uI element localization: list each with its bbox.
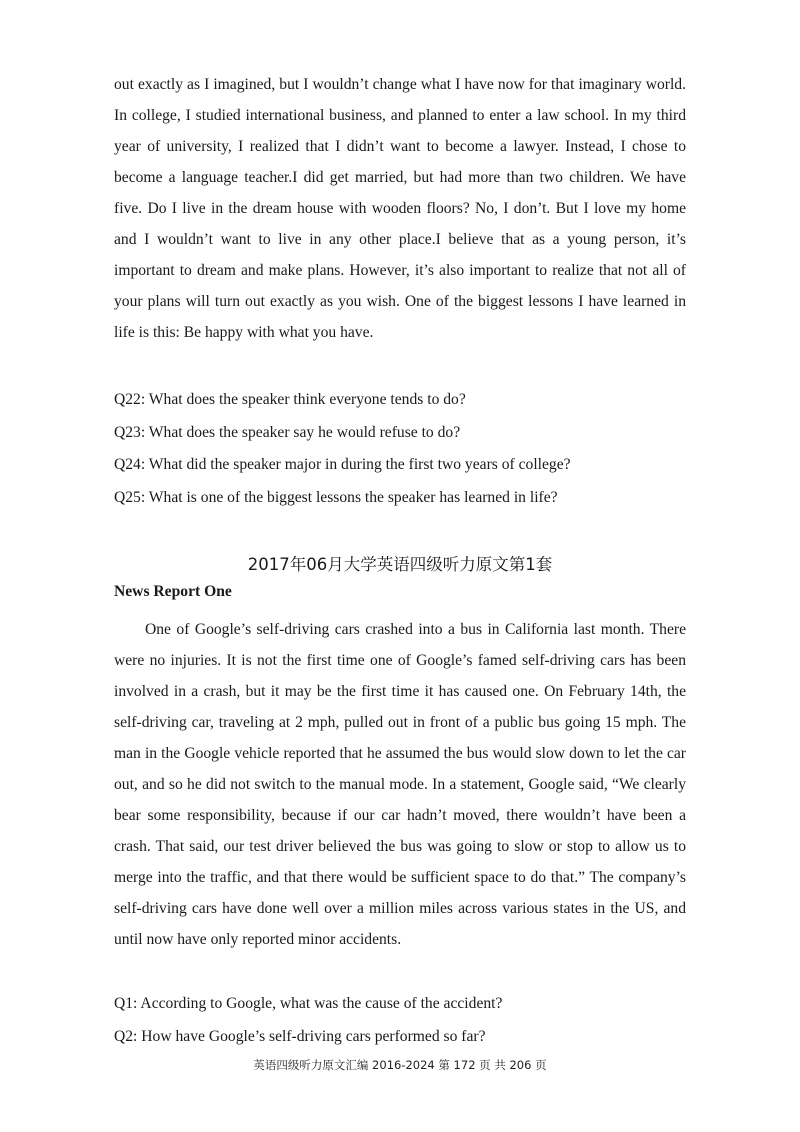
question-list-second [114, 988, 686, 1053]
question-item: Q22: What does the speaker think everyone tends to do? [114, 391, 466, 408]
section-title: 2017年06月大学英语四级听力原文第1套 [247, 555, 553, 574]
news-paragraph: One of Google’s self-driving cars crashed into a bus in California last month. There were no injuries. It is not the first time one of Google’s famed self-driving cars has been involved in a crash, but it may be the first time it has caused one. On February 14th, the self-driving car, traveling at 2 mph, pulled out in front of a public bus going 15 mph. The man in the Google vehicle reported that he assumed the bus would slow down to let the car out, and so he did not switch to the manual mode. In a statement, Google said, “We clearly bear some responsibility, because if our car hadn’t moved, there wouldn’t have been a crash. That said, our test driver believed the bus was going to slow or stop to allow us to merge into the traffic, and that there would be sufficient space to do that.” The company’s self-driving cars have done well over a million miles across various states in the US, and until now have only reported minor accidents. [114, 621, 686, 948]
question-item: Q1: According to Google, what was the cause of the accident? [114, 995, 503, 1012]
question-list-first [114, 384, 686, 514]
news-report-body [114, 614, 686, 955]
page-footer: 英语四级听力原文汇编 2016-2024 第 172 页 共 206 页 [253, 1058, 547, 1072]
question-item: Q25: What is one of the biggest lessons the speaker has learned in life? [114, 488, 558, 506]
question-item: Q23: What does the speaker say he would refuse to do? [114, 423, 461, 441]
question-item: Q2: How have Google’s self-driving cars performed so far? [114, 1027, 486, 1045]
news-report-heading: News Report One [114, 583, 232, 600]
passage-paragraph: out exactly as I imagined, but I wouldn’t change what I have now for that imaginary world. In college, I studied international business, and planned to enter a law school. In my third year of university, I realized that I didn’t want to become a lawyer. Instead, I chose to become a language teacher.I did get married, but had more than two children. We have five. Do I live in the dream house with wooden floors? No, I don’t. But I love my home and I wouldn’t want to live in any other place.I believe that as a young person, it’s important to dream and make plans. However, it’s also important to realize that not all of your plans will turn out exactly as you wish. One of the biggest lessons I have learned in life is this: Be happy with what you have. [114, 76, 686, 341]
passage-continuation [114, 69, 686, 348]
question-item: Q24: What did the speaker major in during the first two years of college? [114, 456, 571, 473]
